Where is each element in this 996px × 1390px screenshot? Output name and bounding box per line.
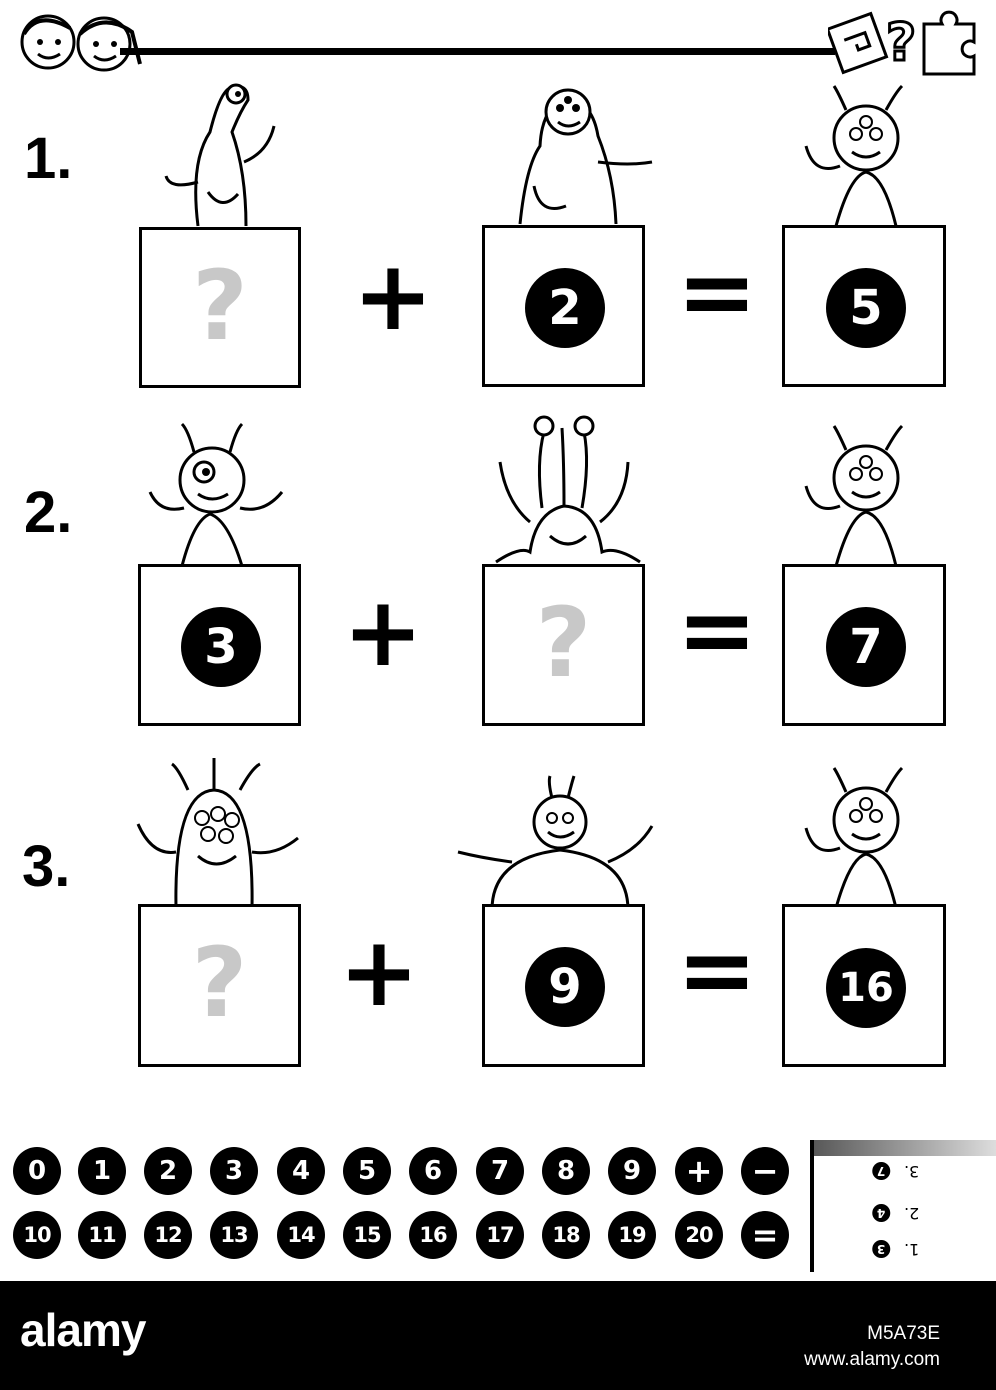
row-1-left-question: ? <box>192 250 248 362</box>
monster-illustration <box>150 72 300 232</box>
header-rule <box>120 48 835 55</box>
row-3-number: 3. <box>22 834 71 899</box>
palette-chip-9[interactable]: 9 <box>608 1147 656 1195</box>
answer-line <box>872 1162 919 1181</box>
palette-chip-8[interactable]: 8 <box>542 1147 590 1195</box>
row-3-result-number: 16 <box>826 948 906 1028</box>
row-2-result-number: 7 <box>826 607 906 687</box>
monster-illustration <box>790 76 920 226</box>
monster-illustration <box>132 414 302 566</box>
row-1-result-box[interactable] <box>782 225 946 387</box>
palette-chip-7[interactable]: 7 <box>476 1147 524 1195</box>
palette-chip-4[interactable]: 4 <box>277 1147 325 1195</box>
row-1-plus: + <box>352 240 434 352</box>
monster-illustration <box>790 416 920 566</box>
answer-line <box>872 1204 919 1223</box>
row-1-right-box[interactable] <box>482 225 645 387</box>
image-id: M5A73E <box>867 1323 940 1344</box>
palette-chip-17[interactable]: 17 <box>476 1211 524 1259</box>
answer-label: 3. <box>904 1162 920 1181</box>
answer-key-side-bar <box>810 1140 814 1272</box>
row-2-right-question: ? <box>535 587 592 699</box>
row-2-equals: = <box>676 574 758 686</box>
row-3-right-box[interactable] <box>482 904 645 1067</box>
monster-illustration <box>790 758 920 908</box>
palette-chip-19[interactable]: 19 <box>608 1211 656 1259</box>
palette-chip-5[interactable]: 5 <box>343 1147 391 1195</box>
row-2-left-number: 3 <box>181 607 261 687</box>
palette-chip-2[interactable]: 2 <box>144 1147 192 1195</box>
monster-illustration <box>480 402 660 566</box>
palette-chip-14[interactable]: 14 <box>277 1211 325 1259</box>
answer-key-top-bar <box>810 1140 996 1156</box>
palette-chip-18[interactable]: 18 <box>542 1211 590 1259</box>
alamy-logo: alamy <box>20 1304 146 1356</box>
palette-chip-1[interactable]: 1 <box>78 1147 126 1195</box>
palette-chip-plus[interactable]: + <box>675 1147 723 1195</box>
row-1-number: 1. <box>24 126 73 191</box>
monster-illustration <box>480 66 660 226</box>
row-2-right-box[interactable] <box>482 564 645 726</box>
palette-chip-10[interactable]: 10 <box>13 1211 61 1259</box>
svg-text:?: ? <box>886 13 917 73</box>
row-1-result-number: 5 <box>826 268 906 348</box>
row-3-left-question: ? <box>191 927 248 1039</box>
answer-value: 4 <box>872 1205 890 1223</box>
palette-chip-equals[interactable]: = <box>741 1211 789 1259</box>
palette-chip-20[interactable]: 20 <box>675 1211 723 1259</box>
row-1-right-number: 2 <box>525 268 605 348</box>
palette-chip-minus[interactable]: − <box>741 1147 789 1195</box>
palette-chip-0[interactable]: 0 <box>13 1147 61 1195</box>
row-3-result-box[interactable] <box>782 904 946 1067</box>
row-3-equals: = <box>676 914 758 1026</box>
monster-illustration <box>452 770 662 910</box>
palette-chip-11[interactable]: 11 <box>78 1211 126 1259</box>
footer <box>0 1281 996 1390</box>
answer-label: 2. <box>904 1204 920 1223</box>
row-1-left-box[interactable] <box>139 227 301 388</box>
palette-chip-6[interactable]: 6 <box>409 1147 457 1195</box>
kids-faces-icon <box>8 4 148 78</box>
row-2-result-box[interactable] <box>782 564 946 726</box>
answer-value: 7 <box>872 1163 890 1181</box>
palette-chip-15[interactable]: 15 <box>343 1211 391 1259</box>
row-3-left-box[interactable] <box>138 904 301 1067</box>
row-3-plus: + <box>338 916 420 1028</box>
row-3-right-number: 9 <box>525 947 605 1027</box>
palette-chip-3[interactable]: 3 <box>210 1147 258 1195</box>
puzzle-icon <box>828 2 988 86</box>
palette-chip-16[interactable]: 16 <box>409 1211 457 1259</box>
row-2-plus: + <box>342 576 424 688</box>
answer-value: 3 <box>872 1241 890 1259</box>
answer-line <box>872 1240 919 1259</box>
row-1-equals: = <box>676 236 758 348</box>
row-2-number: 2. <box>24 480 73 545</box>
site-url: www.alamy.com <box>804 1349 940 1370</box>
palette-chip-13[interactable]: 13 <box>210 1211 258 1259</box>
answer-label: 1. <box>904 1240 920 1259</box>
palette-chip-12[interactable]: 12 <box>144 1211 192 1259</box>
row-2-left-box[interactable] <box>138 564 301 726</box>
monster-illustration <box>128 752 308 908</box>
